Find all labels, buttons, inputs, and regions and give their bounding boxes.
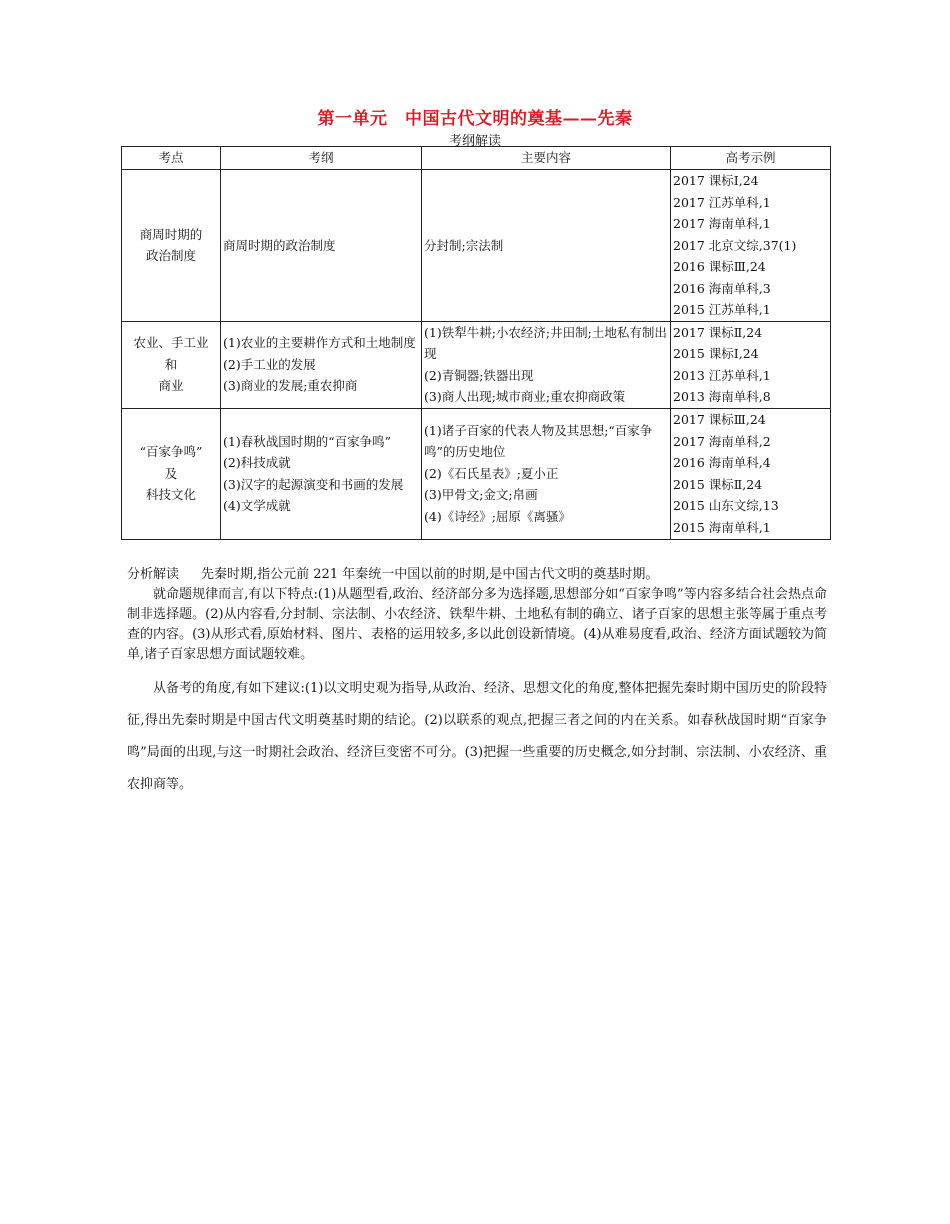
shili-line: 2017 海南单科,2 xyxy=(673,433,771,449)
kaodian-line: “百家争鸣” xyxy=(139,444,203,460)
cell-kaogang xyxy=(221,321,422,408)
header-shili: 高考示例 xyxy=(671,147,831,170)
shili-line: 2017 课标Ⅱ,24 xyxy=(673,324,763,340)
kaogang-line: (4)文学成就 xyxy=(223,498,291,513)
shili-line: 2013 海南单科,8 xyxy=(673,389,771,404)
shili-line: 2016 海南单科,3 xyxy=(673,280,771,296)
kaodian-line: 及 xyxy=(164,465,178,481)
table-header-row xyxy=(122,147,831,170)
shili-line: 2015 课标Ⅱ,24 xyxy=(673,476,763,492)
shili-line: 2017 课标Ⅰ,24 xyxy=(673,173,759,188)
kaodian-line: 政治制度 xyxy=(145,248,196,264)
cell-shili xyxy=(671,170,831,322)
table-row xyxy=(122,321,831,408)
neirong-line: (2)《石氏星表》;夏小正 xyxy=(424,465,559,481)
header-kaogang: 考纲 xyxy=(221,147,422,170)
shili-line: 2016 海南单科,4 xyxy=(673,455,771,470)
table-row xyxy=(122,170,831,322)
exam-outline-table xyxy=(121,146,831,540)
analysis-paragraph-2: 从备考的角度,有如下建议:(1)以文明史观为指导,从政治、经济、思想文化的角度,整体把握先秦时期中国历史的阶段特征,得出先秦时期是中国古代文明奠基时期的结论。(2)以联系的观点,把握三者之间的内在关系。如春秋战国时期“百家争鸣”局面的出现,与这一时期社会政治、经济巨变密不可分。(3)把握一些重要的历史概念,如分封制、宗法制、小农经济、重农抑商等。 xyxy=(127,681,827,792)
kaogang-line: (1)春秋战国时期的“百家争鸣” xyxy=(223,433,391,449)
analysis-section xyxy=(127,565,827,665)
neirong-line: 分封制;宗法制 xyxy=(424,237,504,253)
kaogang-line: (1)农业的主要耕作方式和土地制度 xyxy=(223,335,416,351)
advice-section xyxy=(127,673,827,801)
table-row xyxy=(122,408,831,539)
cell-kaogang xyxy=(221,170,422,322)
shili-line: 2015 江苏单科,1 xyxy=(673,302,771,317)
kaogang-line: (3)商业的发展;重农抑商 xyxy=(223,378,358,394)
kaodian-line: 商业 xyxy=(158,378,184,394)
cell-kaogang xyxy=(221,408,422,539)
shili-line: 2017 北京文综,37(1) xyxy=(673,237,797,253)
neirong-line: (1)铁犁牛耕;小农经济;井田制;土地私有制出现 xyxy=(424,324,667,361)
kaogang-line: (3)汉字的起源演变和书画的发展 xyxy=(223,476,404,492)
cell-neirong xyxy=(422,170,671,322)
shili-line: 2017 江苏单科,1 xyxy=(673,194,771,210)
header-kaodian: 考点 xyxy=(122,147,221,170)
cell-kaodian xyxy=(122,170,221,322)
neirong-line: (1)诸子百家的代表人物及其思想;“百家争鸣”的历史地位 xyxy=(424,422,653,460)
cell-neirong xyxy=(422,321,671,408)
kaodian-line: 农业、手工业 xyxy=(133,335,209,351)
neirong-line: (3)甲骨文;金文;帛画 xyxy=(424,487,538,503)
shili-line: 2013 江苏单科,1 xyxy=(673,367,771,383)
kaogang-line: 商周时期的政治制度 xyxy=(223,237,336,253)
cell-kaodian xyxy=(122,408,221,539)
page-title: 第一单元 中国古代文明的奠基——先秦 xyxy=(317,109,633,129)
neirong-line: (4)《诗经》;屈原《离骚》 xyxy=(424,508,571,524)
kaodian-line: 和 xyxy=(164,356,178,372)
header-neirong: 主要内容 xyxy=(422,147,671,170)
analysis-intro: 先秦时期,指公元前 221 年秦统一中国以前的时期,是中国古代文明的奠基时期。 xyxy=(201,567,659,582)
neirong-line: (2)青铜器;铁器出现 xyxy=(424,367,534,383)
table-caption: 考纲解读 xyxy=(448,134,501,149)
cell-kaodian xyxy=(122,321,221,408)
cell-shili xyxy=(671,321,831,408)
shili-line: 2015 海南单科,1 xyxy=(673,519,771,535)
analysis-intro-paragraph xyxy=(127,565,827,585)
shili-line: 2016 课标Ⅲ,24 xyxy=(673,259,766,274)
shili-line: 2017 海南单科,1 xyxy=(673,216,771,231)
shili-line: 2015 山东文综,13 xyxy=(673,498,779,513)
cell-shili xyxy=(671,408,831,539)
shili-line: 2015 课标Ⅰ,24 xyxy=(673,346,759,361)
kaodian-line: 商周时期的 xyxy=(139,226,203,242)
kaogang-line: (2)手工业的发展 xyxy=(223,356,316,372)
kaogang-line: (2)科技成就 xyxy=(223,455,291,470)
neirong-line: (3)商人出现;城市商业;重农抑商政策 xyxy=(424,389,626,404)
kaodian-line: 科技文化 xyxy=(145,487,196,503)
analysis-paragraph-1: 就命题规律而言,有以下特点:(1)从题型看,政治、经济部分多为选择题,思想部分如“百家争鸣”等内容多结合社会热点命制非选择题。(2)从内容看,分封制、宗法制、小农经济、铁犁牛耕、土地私有制的确立、诸子百家的思想主张等属于重点考查的内容。(3)从形式看,原始材料、图片、表格的运用较多,多以此创设新情境。(4)从难易度看,政治、经济方面试题较为简单,诸子百家思想方面试题较难。 xyxy=(127,587,827,662)
shili-line: 2017 课标Ⅲ,24 xyxy=(673,412,766,427)
cell-neirong xyxy=(422,408,671,539)
analysis-label: 分析解读 xyxy=(127,567,180,582)
